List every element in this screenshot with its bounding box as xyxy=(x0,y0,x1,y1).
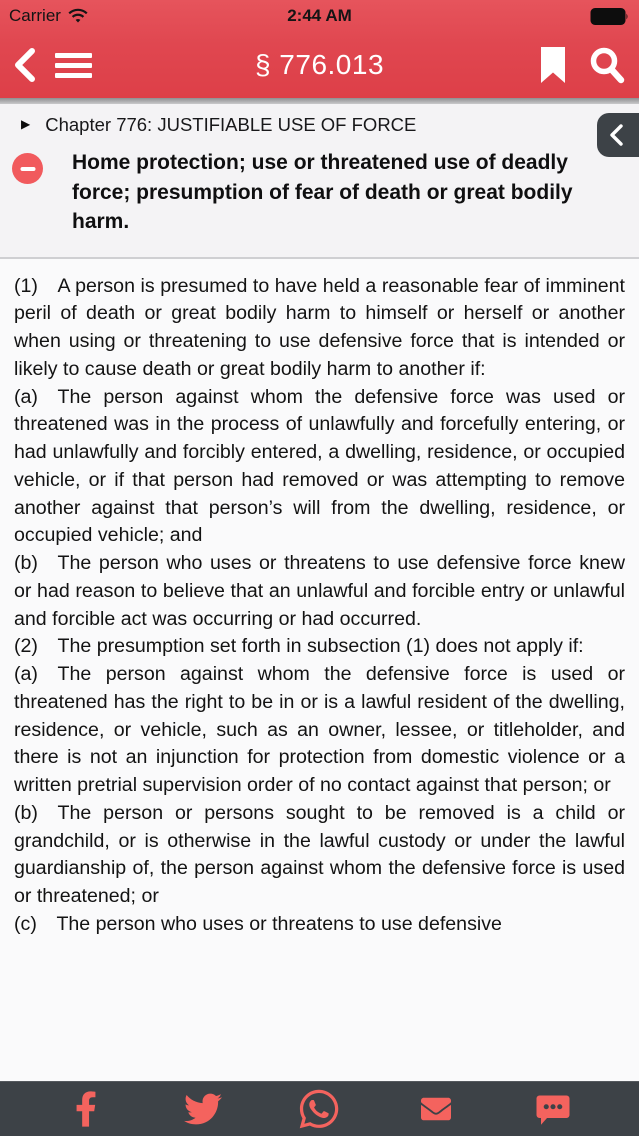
carrier-label: Carrier xyxy=(9,6,61,25)
statute-paragraph-2c: (c) The person who uses or threatens to use defensive xyxy=(14,912,502,935)
nav-bar xyxy=(0,32,639,98)
chevron-left-icon xyxy=(608,123,624,147)
minus-circle-icon[interactable] xyxy=(12,153,43,184)
bookmark-icon[interactable] xyxy=(540,47,566,84)
statute-paragraph-2: (2) The presumption set forth in subsection (1) does not apply if: xyxy=(14,635,584,658)
statute-paragraph-1a: (a) The person against whom the defensive force was used or threatened was in the process of unlawfully and forcefully entering, or had unlawfully and forcibly entered, a dwelling, residence, or occupied vehicle, or if that person had removed or was attempting to remove another against that person’s will from the dwelling, residence, or occupied vehicle; and xyxy=(14,385,625,547)
app-header xyxy=(0,0,639,98)
whatsapp-share-button[interactable] xyxy=(296,1086,342,1132)
statute-paragraph-2a: (a) The person against whom the defensive force is used or threatened has the right to be in or is a lawful resident of the dwelling, residence, or vehicle, such as an owner, lessee, or titleholder, and there is not an injunction for protection from domestic violence or a written pretrial supervision order of no contact against that person; or xyxy=(14,663,625,796)
statute-paragraph-2b: (b) The person or persons sought to be removed is a child or grandchild, or is otherwise in the lawful custody or under the lawful guardianship of, the person against whom the defensive force is used or threatened; or xyxy=(14,801,625,907)
facebook-icon xyxy=(75,1089,97,1129)
statute-body xyxy=(0,259,639,1091)
sms-share-button[interactable] xyxy=(530,1086,576,1132)
sms-icon xyxy=(535,1091,571,1127)
wifi-icon xyxy=(67,8,89,25)
facebook-share-button[interactable] xyxy=(63,1086,109,1132)
section-title: Home protection; use or threatened use of deadly force; presumption of fear of death or great bodily harm. xyxy=(72,151,573,233)
share-toolbar xyxy=(0,1081,639,1136)
page-title: § 776.013 xyxy=(254,49,385,80)
statute-paragraph-1: (1) A person is presumed to have held a reasonable fear of imminent peril of death or great bodily harm to himself or herself or another when using or threatening to use defensive force that is intended or likely to cause death or great bodily harm to another if: xyxy=(14,274,625,380)
status-time: 2:44 AM xyxy=(287,6,352,25)
disclosure-triangle-icon: ▶ xyxy=(21,117,31,131)
slide-panel-button[interactable] xyxy=(597,113,639,157)
battery-icon xyxy=(590,7,630,26)
twitter-icon xyxy=(182,1090,224,1128)
email-icon xyxy=(417,1094,455,1124)
search-icon[interactable] xyxy=(588,46,626,84)
chapter-breadcrumb[interactable] xyxy=(0,104,639,138)
statute-paragraph-1b: (b) The person who uses or threatens to use defensive force knew or had reason to believe that an unlawful and forcible entry or unlawful and forcible act was occurring or had occurred. xyxy=(14,552,625,630)
twitter-share-button[interactable] xyxy=(180,1086,226,1132)
whatsapp-icon xyxy=(299,1087,339,1131)
status-bar xyxy=(0,0,639,32)
chapter-label: Chapter 776: JUSTIFIABLE USE OF FORCE xyxy=(45,114,417,135)
menu-icon[interactable] xyxy=(55,53,92,78)
minus-bar xyxy=(20,167,35,171)
email-share-button[interactable] xyxy=(413,1086,459,1132)
section-head xyxy=(0,104,639,259)
back-icon[interactable] xyxy=(13,47,37,83)
